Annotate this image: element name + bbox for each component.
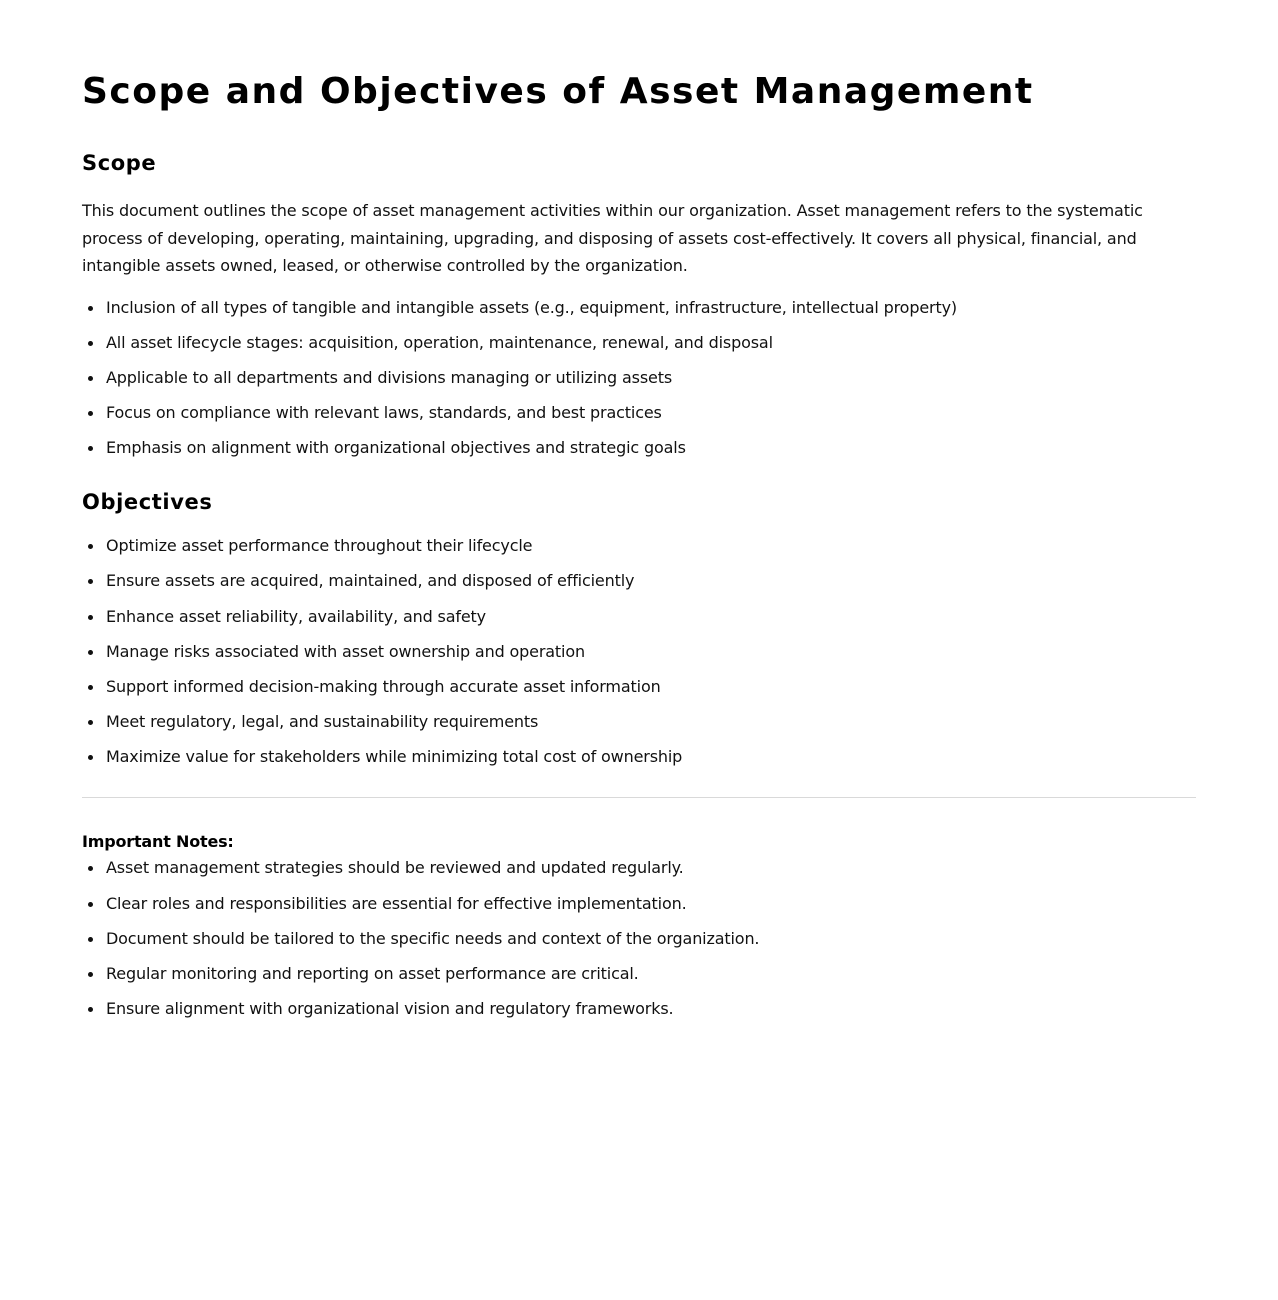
scope-list-item: Inclusion of all types of tangible and intangible assets (e.g., equipment, infrastructure, intellectual property) xyxy=(106,297,1196,319)
scope-list-item: Applicable to all departments and divisions managing or utilizing assets xyxy=(106,367,1196,389)
section-divider xyxy=(82,797,1196,798)
notes-list-item: Ensure alignment with organizational vision and regulatory frameworks. xyxy=(106,998,1196,1020)
scope-paragraph: This document outlines the scope of asset management activities within our organization. Asset management refers to the systematic process of developing, operating, maintaining, upgrading, and disposing of assets cost-effectively. It covers all physical, financial, and intangible assets owned, leased, or otherwise controlled by the organization. xyxy=(82,201,1143,275)
page-title: Scope and Objectives of Asset Management xyxy=(82,71,1034,112)
objectives-list-item: Optimize asset performance throughout their lifecycle xyxy=(106,535,1196,557)
notes-list xyxy=(82,857,1196,1020)
notes-list-item: Regular monitoring and reporting on asset performance are critical. xyxy=(106,963,1196,985)
objectives-list-item: Maximize value for stakeholders while minimizing total cost of ownership xyxy=(106,746,1196,768)
scope-list xyxy=(82,297,1196,460)
scope-heading: Scope xyxy=(82,151,157,175)
notes-list-item: Clear roles and responsibilities are essential for effective implementation. xyxy=(106,893,1196,915)
notes-heading: Important Notes: xyxy=(82,832,234,852)
notes-section xyxy=(82,831,1196,1020)
objectives-list-item: Support informed decision-making through accurate asset information xyxy=(106,676,1196,698)
objectives-list xyxy=(82,535,1196,768)
scope-list-item: Emphasis on alignment with organizational objectives and strategic goals xyxy=(106,437,1196,459)
notes-list-item: Asset management strategies should be reviewed and updated regularly. xyxy=(106,857,1196,879)
notes-list-item: Document should be tailored to the specific needs and context of the organization. xyxy=(106,928,1196,950)
scope-section xyxy=(82,150,1196,459)
scope-list-item: Focus on compliance with relevant laws, standards, and best practices xyxy=(106,402,1196,424)
scope-list-item: All asset lifecycle stages: acquisition, operation, maintenance, renewal, and disposal xyxy=(106,332,1196,354)
objectives-heading: Objectives xyxy=(82,490,213,515)
objectives-list-item: Meet regulatory, legal, and sustainability requirements xyxy=(106,711,1196,733)
objectives-list-item: Manage risks associated with asset ownership and operation xyxy=(106,641,1196,663)
objectives-section xyxy=(82,489,1196,768)
objectives-list-item: Ensure assets are acquired, maintained, and disposed of efficiently xyxy=(106,570,1196,592)
objectives-list-item: Enhance asset reliability, availability, and safety xyxy=(106,606,1196,628)
